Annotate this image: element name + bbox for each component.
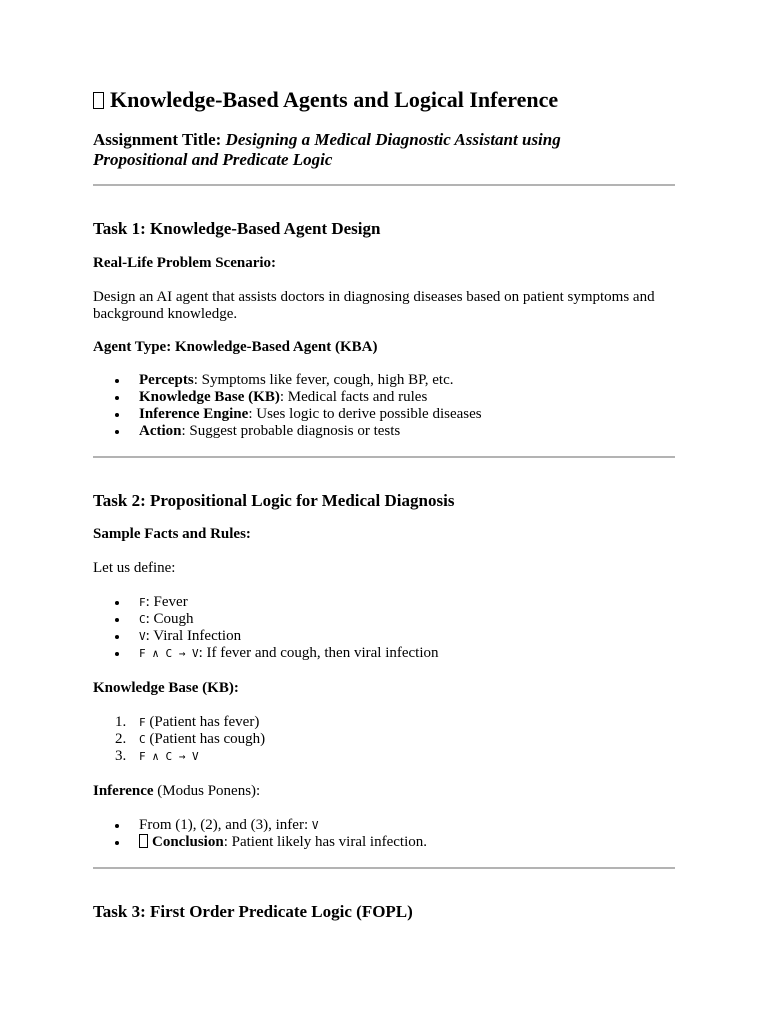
agent-type-label: Agent Type: Knowledge-Based Agent (KBA) [93,339,378,355]
divider [93,456,675,458]
assignment-label: Assignment Title: [93,130,222,149]
definitions-list [93,594,439,662]
list-item: Percepts: Symptoms like fever, cough, high BP, etc. [93,372,482,389]
task2-heading: Task 2: Propositional Logic for Medical Diagnosis [93,491,455,510]
assignment-text: Designing a Medical Diagnostic Assistant using Propositional and Predicate Logic [93,130,561,169]
list-item: Knowledge Base (KB): Medical facts and rules [93,389,482,406]
list-item: From (1), (2), and (3), infer: V [93,817,427,834]
task1-heading: Task 1: Knowledge-Based Agent Design [93,219,381,238]
assignment-title [93,130,653,170]
inference-label: Inference [93,783,154,799]
kb-label: Knowledge Base (KB): [93,680,239,696]
list-item: F ∧ C → V: If fever and cough, then viral infection [93,645,439,662]
scenario-text: Design an AI agent that assists doctors in diagnosing diseases based on patient symptoms and background knowledge. [93,289,655,322]
facts-label: Sample Facts and Rules: [93,526,251,542]
list-item: V: Viral Infection [93,628,439,645]
kb-list [93,714,265,765]
list-item: 3. F ∧ C → V [115,748,199,764]
inference-line [93,783,260,800]
page-title-text: Knowledge-Based Agents and Logical Inference [110,87,559,112]
missing-glyph-icon [139,834,148,848]
inference-note: (Modus Ponens): [153,783,261,799]
list-item: C: Cough [93,611,439,628]
list-item: Action: Suggest probable diagnosis or tests [93,423,482,440]
divider [93,184,675,186]
agent-components-list [93,372,482,440]
list-item: F: Fever [93,594,439,611]
scenario-label: Real-Life Problem Scenario: [93,255,277,271]
list-item: Conclusion: Patient likely has viral infection. [93,834,427,851]
list-item: Inference Engine: Uses logic to derive possible diseases [93,406,482,423]
divider [93,867,675,869]
list-item: 2. C (Patient has cough) [115,731,266,747]
missing-glyph-icon [93,92,104,109]
page-title [93,87,558,113]
task3-heading: Task 3: First Order Predicate Logic (FOPL) [93,902,413,921]
list-item: 1. F (Patient has fever) [115,714,260,730]
inference-list [93,817,427,851]
define-text: Let us define: [93,560,176,576]
